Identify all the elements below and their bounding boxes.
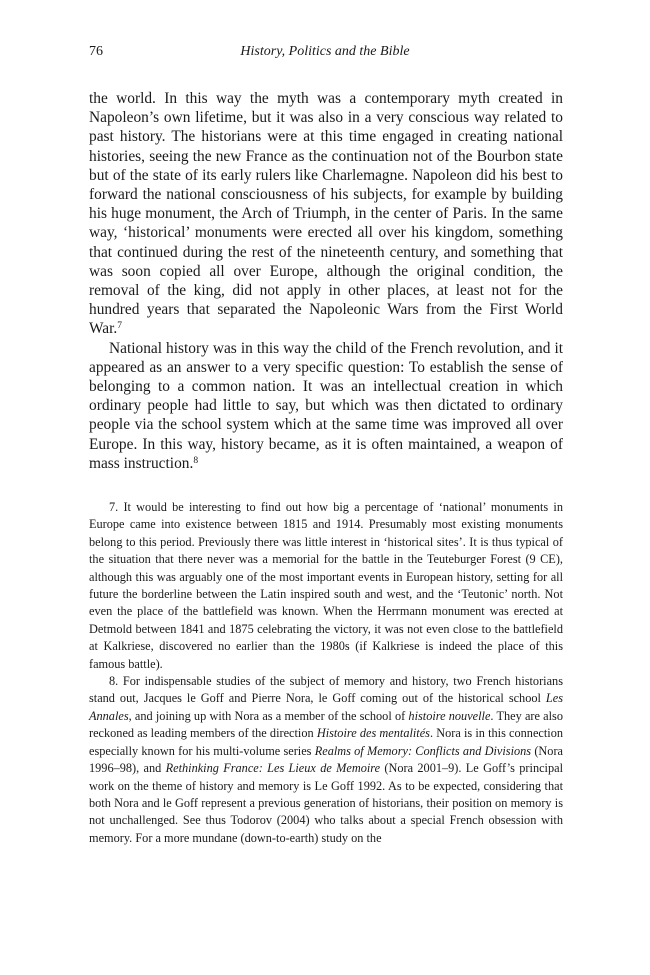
running-title: History, Politics and the Bible — [240, 44, 410, 59]
footnote-text: . They are also reckoned as leading members of the direction — [89, 708, 563, 741]
footnote-ref-7[interactable]: 7 — [117, 320, 123, 332]
footnote-ref-8[interactable]: 8 — [193, 454, 199, 466]
italic-term: histoire nouvelle — [408, 708, 491, 723]
italic-title: Realms of Memory: Conflicts and Divisions — [314, 743, 532, 758]
footnotes — [89, 499, 563, 847]
paragraph-text: the world. In this way the myth was a contemporary myth created in Napoleon’s own lifetime, but it was also in a very conscious way related to past history. The historians were at this time engaged in creating national histories, seeing the new France as the continuation not of the Bourbon state but of the state of its early rulers like Charlemagne. Napoleon did his best to forward the national consciousness of his subjects, for example by building his huge monument, the Arch of Triumph, in the center of Paris. In the same way, ‘historical’ monuments were erected all over his kingdom, something that continued during the rest of the nineteenth century, and something that was soon copied all over Europe, although the original condition, the removal of the king, did not apply in other places, at least not for the hundred years that separated the Napoleonic Wars from the First World War. — [89, 90, 563, 338]
page-number: 76 — [89, 44, 103, 59]
footnote-7 — [89, 499, 563, 673]
paragraph-text: National history was in this way the child of the French revolution, and it appeared as an answer to a very specific question: To establish the sense of belonging to a common nation. It was an intellectual creation in which ordinary people had little to say, but which was then dictated to ordinary people via the school system which at the same time was improved all over Europe. In this way, history became, as it is often maintained, a weapon of mass instruction. — [89, 339, 563, 472]
main-text — [89, 89, 563, 473]
footnote-text: , and joining up with Nora as a member of the school of — [128, 708, 409, 723]
footnote-text: . Nora is in this connection especially known for his multi-volume series — [89, 726, 564, 758]
footnote-8 — [89, 673, 563, 847]
italic-term: Histoire des mentalités — [316, 726, 430, 741]
italic-title: Rethinking France: Les Lieux de Memoire — [165, 761, 381, 776]
footnote-text: (Nora 1996–98), and — [89, 743, 563, 776]
footnote-text: 7. It would be interesting to find out how big a percentage of ‘national’ monuments in Europe came into existence between 1815 and 1914. Presumably most existing monuments belong to this period. Previously there was little interest in ‘historical sites’. It is thus typical of the situation that there never was a memorial for the battle in the Teuteburger Forest (9 CE), although this was arguably one of the most important events in European history, setting for all future the borderline between the Latin inspired south and west, and the ‘Teutonic’ north. Not even the place of the battlefield was known. When the Herrmann monument was erected at Detmold between 1841 and 1875 celebrating the victory, it was not even close to the battlefield at Kalkriese, discovered no earlier than the 1980s (if Kalkriese is indeed the place of this famous battle). — [89, 500, 563, 671]
body-paragraph — [89, 89, 563, 339]
body-paragraph — [89, 339, 563, 473]
footnote-text: 8. For indispensable studies of the subject of memory and history, two French historians stand out, Jacques le Goff and Pierre Nora, le Goff coming out of the historical school — [89, 674, 563, 706]
italic-title: Les Annales — [89, 691, 563, 723]
page-header — [89, 44, 561, 64]
footnote-text: (Nora 2001–9). Le Goff’s principal work on the theme of history and memory is Le Goff 1992. As to be expected, considering that both Nora and le Goff represent a previous generation of historians, their position on memory is not unchallenged. See thus Todorov (2004) who talks about a special French obsession with memory. For a more mundane (down-to-earth) study on the — [89, 761, 563, 845]
